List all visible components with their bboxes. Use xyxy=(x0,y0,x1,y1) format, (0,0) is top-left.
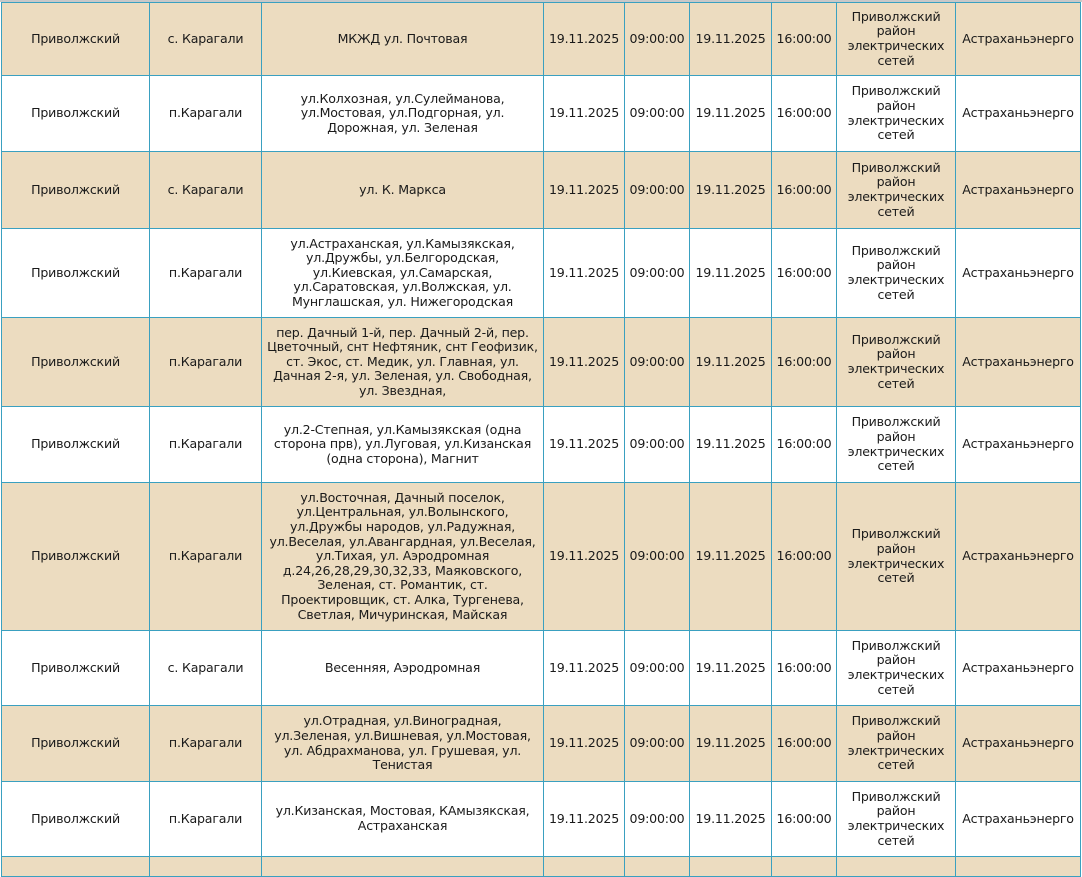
network-cell: Приволжский район электрических сетей xyxy=(837,407,956,483)
outage-schedule-table xyxy=(1,2,1081,877)
table-row xyxy=(2,407,1081,483)
table-row xyxy=(2,483,1081,631)
network-cell: Приволжский район электрических сетей xyxy=(837,76,956,152)
start-time-cell: 09:00:00 xyxy=(625,782,690,857)
start-date-cell: 19.11.2025 xyxy=(544,3,625,76)
table-row xyxy=(2,782,1081,857)
locality-cell: п.Карагали xyxy=(150,782,262,857)
company-cell: Астраханьэнерго xyxy=(956,782,1081,857)
end-date-cell: 19.11.2025 xyxy=(690,76,772,152)
table-row xyxy=(2,706,1081,782)
end-time-cell: 16:00:00 xyxy=(772,782,837,857)
locality-cell: п.Карагали xyxy=(150,76,262,152)
start-date-cell: 19.11.2025 xyxy=(544,407,625,483)
network-cell: Приволжский район электрических сетей xyxy=(837,483,956,631)
start-time-cell: 09:00:00 xyxy=(625,229,690,318)
end-date-cell: 19.11.2025 xyxy=(690,631,772,706)
empty-cell xyxy=(150,857,262,877)
district-cell: Приволжский xyxy=(2,3,150,76)
end-time-cell: 16:00:00 xyxy=(772,407,837,483)
streets-cell: Весенняя, Аэродромная xyxy=(262,631,544,706)
end-time-cell: 16:00:00 xyxy=(772,318,837,407)
end-date-cell: 19.11.2025 xyxy=(690,3,772,76)
start-time-cell: 09:00:00 xyxy=(625,631,690,706)
streets-cell: пер. Дачный 1-й, пер. Дачный 2-й, пер. Цветочный, снт Нефтяник, снт Геофизик, ст. Экос, ст. Медик, ул. Главная, ул. Дачная 2-я, ул. Зеленая, ул. Свободная, ул. Звездная, xyxy=(262,318,544,407)
streets-cell: МКЖД ул. Почтовая xyxy=(262,3,544,76)
table-row-partial xyxy=(2,857,1081,877)
empty-cell xyxy=(625,857,690,877)
streets-cell: ул.Колхозная, ул.Сулейманова, ул.Мостовая, ул.Подгорная, ул. Дорожная, ул. Зеленая xyxy=(262,76,544,152)
district-cell: Приволжский xyxy=(2,76,150,152)
network-cell: Приволжский район электрических сетей xyxy=(837,3,956,76)
empty-cell xyxy=(837,857,956,877)
locality-cell: п.Карагали xyxy=(150,483,262,631)
start-date-cell: 19.11.2025 xyxy=(544,782,625,857)
district-cell: Приволжский xyxy=(2,706,150,782)
end-date-cell: 19.11.2025 xyxy=(690,782,772,857)
end-date-cell: 19.11.2025 xyxy=(690,706,772,782)
company-cell: Астраханьэнерго xyxy=(956,229,1081,318)
company-cell: Астраханьэнерго xyxy=(956,76,1081,152)
company-cell: Астраханьэнерго xyxy=(956,152,1081,229)
empty-cell xyxy=(956,857,1081,877)
empty-cell xyxy=(690,857,772,877)
start-date-cell: 19.11.2025 xyxy=(544,229,625,318)
table-row xyxy=(2,76,1081,152)
locality-cell: п.Карагали xyxy=(150,229,262,318)
start-time-cell: 09:00:00 xyxy=(625,152,690,229)
district-cell: Приволжский xyxy=(2,229,150,318)
empty-cell xyxy=(2,857,150,877)
company-cell: Астраханьэнерго xyxy=(956,407,1081,483)
end-date-cell: 19.11.2025 xyxy=(690,229,772,318)
locality-cell: с. Карагали xyxy=(150,631,262,706)
network-cell: Приволжский район электрических сетей xyxy=(837,152,956,229)
table-row xyxy=(2,3,1081,76)
table-row xyxy=(2,318,1081,407)
table-row xyxy=(2,229,1081,318)
streets-cell: ул.2-Степная, ул.Камызякская (одна сторона прв), ул.Луговая, ул.Кизанская (одна сторона), Магнит xyxy=(262,407,544,483)
start-date-cell: 19.11.2025 xyxy=(544,152,625,229)
end-date-cell: 19.11.2025 xyxy=(690,407,772,483)
end-time-cell: 16:00:00 xyxy=(772,229,837,318)
locality-cell: п.Карагали xyxy=(150,407,262,483)
locality-cell: с. Карагали xyxy=(150,3,262,76)
company-cell: Астраханьэнерго xyxy=(956,318,1081,407)
company-cell: Астраханьэнерго xyxy=(956,706,1081,782)
start-date-cell: 19.11.2025 xyxy=(544,483,625,631)
start-date-cell: 19.11.2025 xyxy=(544,706,625,782)
streets-cell: ул.Отрадная, ул.Виноградная, ул.Зеленая, ул.Вишневая, ул.Мостовая, ул. Абдрахманова, ул. Грушевая, ул. Тенистая xyxy=(262,706,544,782)
empty-cell xyxy=(772,857,837,877)
locality-cell: п.Карагали xyxy=(150,706,262,782)
streets-cell: ул.Астраханская, ул.Камызякская, ул.Дружбы, ул.Белгородская, ул.Киевская, ул.Самарская, ул.Саратовская, ул.Волжская, ул. Мунглашская, ул. Нижегородская xyxy=(262,229,544,318)
table-row xyxy=(2,152,1081,229)
start-time-cell: 09:00:00 xyxy=(625,407,690,483)
district-cell: Приволжский xyxy=(2,483,150,631)
end-time-cell: 16:00:00 xyxy=(772,706,837,782)
district-cell: Приволжский xyxy=(2,782,150,857)
streets-cell: ул. К. Маркса xyxy=(262,152,544,229)
start-time-cell: 09:00:00 xyxy=(625,76,690,152)
start-time-cell: 09:00:00 xyxy=(625,483,690,631)
network-cell: Приволжский район электрических сетей xyxy=(837,631,956,706)
district-cell: Приволжский xyxy=(2,631,150,706)
network-cell: Приволжский район электрических сетей xyxy=(837,782,956,857)
end-time-cell: 16:00:00 xyxy=(772,76,837,152)
locality-cell: с. Карагали xyxy=(150,152,262,229)
start-date-cell: 19.11.2025 xyxy=(544,318,625,407)
end-time-cell: 16:00:00 xyxy=(772,483,837,631)
start-date-cell: 19.11.2025 xyxy=(544,76,625,152)
end-date-cell: 19.11.2025 xyxy=(690,318,772,407)
streets-cell: ул.Восточная, Дачный поселок, ул.Центральная, ул.Волынского, ул.Дружбы народов, ул.Радужная, ул.Веселая, ул.Авангардная, ул.Веселая, ул.Тихая, ул. Аэродромная д.24,26,28,29,30,32,33, Маяковского, Зеленая, ст. Романтик, ст. Проектировщик, ст. Алка, Тургенева, Светлая, Мичуринская, Майская xyxy=(262,483,544,631)
empty-cell xyxy=(544,857,625,877)
district-cell: Приволжский xyxy=(2,152,150,229)
end-time-cell: 16:00:00 xyxy=(772,3,837,76)
network-cell: Приволжский район электрических сетей xyxy=(837,229,956,318)
table-row xyxy=(2,631,1081,706)
start-time-cell: 09:00:00 xyxy=(625,318,690,407)
start-date-cell: 19.11.2025 xyxy=(544,631,625,706)
streets-cell: ул.Кизанская, Мостовая, КАмызякская, Астраханская xyxy=(262,782,544,857)
end-time-cell: 16:00:00 xyxy=(772,152,837,229)
start-time-cell: 09:00:00 xyxy=(625,706,690,782)
locality-cell: п.Карагали xyxy=(150,318,262,407)
district-cell: Приволжский xyxy=(2,407,150,483)
end-date-cell: 19.11.2025 xyxy=(690,152,772,229)
end-time-cell: 16:00:00 xyxy=(772,631,837,706)
network-cell: Приволжский район электрических сетей xyxy=(837,318,956,407)
company-cell: Астраханьэнерго xyxy=(956,3,1081,76)
network-cell: Приволжский район электрических сетей xyxy=(837,706,956,782)
end-date-cell: 19.11.2025 xyxy=(690,483,772,631)
start-time-cell: 09:00:00 xyxy=(625,3,690,76)
district-cell: Приволжский xyxy=(2,318,150,407)
empty-cell xyxy=(262,857,544,877)
company-cell: Астраханьэнерго xyxy=(956,631,1081,706)
company-cell: Астраханьэнерго xyxy=(956,483,1081,631)
